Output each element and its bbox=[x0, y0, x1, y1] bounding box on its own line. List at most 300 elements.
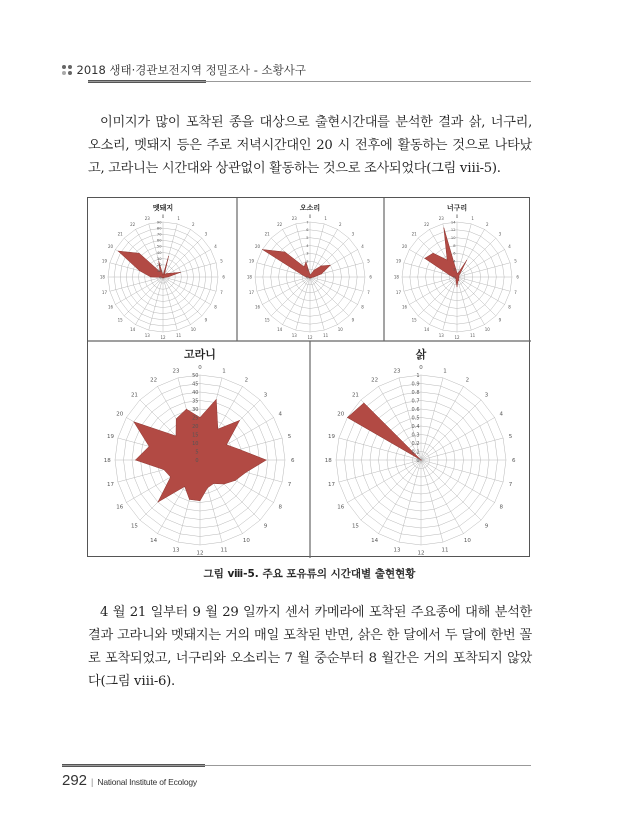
data-point bbox=[235, 480, 236, 481]
data-point bbox=[184, 486, 185, 487]
grid-spoke bbox=[418, 277, 457, 316]
axis-tick-label: 0 bbox=[416, 457, 420, 464]
hour-label: 6 bbox=[511, 457, 516, 464]
hour-label: 2 bbox=[339, 221, 342, 227]
hour-label: 1 bbox=[324, 215, 327, 221]
radar-chart-2 bbox=[394, 203, 519, 340]
data-point bbox=[421, 460, 422, 461]
hour-label: 0 bbox=[419, 365, 423, 372]
data-point bbox=[162, 277, 163, 278]
data-point bbox=[285, 252, 286, 253]
data-point bbox=[458, 280, 459, 281]
hour-label: 8 bbox=[214, 304, 217, 310]
header-rule bbox=[88, 81, 531, 82]
hour-label: 6 bbox=[290, 457, 295, 464]
data-point bbox=[310, 274, 311, 275]
data-point bbox=[449, 275, 450, 276]
radar-chart-3 bbox=[104, 347, 295, 557]
hour-label: 4 bbox=[278, 411, 283, 418]
grid-spoke bbox=[163, 277, 202, 316]
hour-label: 19 bbox=[395, 258, 402, 264]
hour-label: 21 bbox=[351, 392, 359, 399]
data-point bbox=[424, 258, 425, 259]
axis-tick-label: 1 bbox=[416, 372, 420, 379]
hour-label: 17 bbox=[327, 481, 335, 488]
hour-label: 18 bbox=[103, 457, 111, 464]
hour-label: 22 bbox=[424, 221, 430, 227]
data-point bbox=[168, 256, 169, 257]
hour-label: 21 bbox=[264, 231, 270, 237]
data-point bbox=[163, 278, 164, 279]
hour-label: 22 bbox=[371, 377, 379, 384]
grid-spoke bbox=[421, 418, 495, 461]
radar-chart-1 bbox=[247, 203, 372, 340]
hour-label: 9 bbox=[498, 317, 502, 323]
axis-tick-label: 10 bbox=[450, 235, 456, 240]
hour-label: 19 bbox=[327, 433, 335, 440]
data-point bbox=[304, 266, 305, 267]
hour-label: 12 bbox=[454, 335, 460, 340]
data-point bbox=[310, 278, 311, 279]
data-point bbox=[458, 273, 459, 274]
grid-spoke bbox=[347, 457, 421, 503]
data-point bbox=[135, 460, 136, 461]
grid-spoke bbox=[271, 277, 310, 316]
data-point bbox=[266, 460, 267, 461]
paragraph-2-text: 4 월 21 일부터 9 월 29 일까지 센서 카메라에 포착된 주요종에 대해 분석한 결과 고라니와 멧돼지는 거의 매일 포착된 반면, 삵은 한 달에서 두 달에 한번 꼴로 포착되었고, 너구리와 오소리는 7 월 중순부터 8 월간은 거의 포착되지 않았다(그림 ⅷ-6). bbox=[88, 605, 532, 689]
data-point bbox=[118, 251, 119, 252]
hour-label: 5 bbox=[220, 258, 223, 264]
axis-tick-label: 0 bbox=[159, 275, 162, 280]
hour-label: 6 bbox=[516, 274, 519, 280]
data-point bbox=[186, 409, 187, 410]
radar-charts-svg bbox=[88, 198, 531, 558]
hour-label: 18 bbox=[393, 274, 399, 280]
grid-spoke bbox=[457, 263, 510, 277]
data-point bbox=[168, 277, 169, 278]
hour-label: 14 bbox=[371, 538, 379, 545]
hour-label: 21 bbox=[130, 392, 138, 399]
hour-label: 8 bbox=[499, 504, 504, 511]
footer-separator: | bbox=[91, 777, 94, 787]
hour-label: 12 bbox=[417, 550, 425, 557]
axis-tick-label: 0.4 bbox=[411, 423, 420, 430]
hour-label: 18 bbox=[99, 274, 105, 280]
data-point bbox=[321, 274, 322, 275]
hour-label: 13 bbox=[291, 332, 297, 338]
axis-tick-label: 15 bbox=[192, 432, 199, 439]
hour-label: 0 bbox=[161, 213, 165, 219]
hour-label: 11 bbox=[441, 547, 449, 554]
hour-label: 3 bbox=[484, 392, 489, 399]
hour-label: 4 bbox=[508, 244, 511, 250]
hour-label: 17 bbox=[106, 481, 114, 488]
data-point bbox=[314, 277, 315, 278]
grid-spoke bbox=[421, 438, 503, 460]
data-point bbox=[459, 277, 460, 278]
hour-label: 20 bbox=[337, 411, 345, 418]
data-point bbox=[321, 266, 322, 267]
hour-label: 14 bbox=[277, 326, 283, 332]
axis-tick-label: 8 bbox=[453, 243, 456, 248]
hour-label: 17 bbox=[101, 290, 108, 296]
hour-label: 12 bbox=[160, 335, 166, 340]
hour-label: 1 bbox=[471, 215, 474, 221]
page-number: 292 bbox=[62, 772, 88, 789]
header-dots-icon bbox=[62, 65, 72, 75]
hour-label: 14 bbox=[424, 326, 430, 332]
hour-label: 18 bbox=[246, 274, 252, 280]
hour-label: 23 bbox=[144, 215, 150, 221]
hour-label: 12 bbox=[307, 335, 313, 340]
hour-label: 20 bbox=[116, 411, 124, 418]
hour-label: 10 bbox=[337, 326, 343, 332]
grid-spoke bbox=[399, 457, 421, 542]
axis-tick-label: 10 bbox=[156, 269, 162, 274]
hour-label: 21 bbox=[117, 231, 123, 237]
axis-tick-label: 70 bbox=[156, 232, 162, 237]
hour-label: 10 bbox=[463, 538, 471, 545]
axis-tick-label: 0 bbox=[195, 457, 199, 464]
hour-label: 7 bbox=[367, 290, 370, 296]
footer-organization: National Institute of Ecology bbox=[97, 777, 197, 787]
data-point bbox=[314, 270, 315, 271]
hour-label: 4 bbox=[499, 411, 504, 418]
hour-label: 4 bbox=[361, 244, 364, 250]
hour-label: 3 bbox=[351, 231, 355, 237]
grid-spoke bbox=[421, 378, 443, 460]
axis-tick-label: 3 bbox=[306, 251, 309, 256]
data-point bbox=[459, 274, 460, 275]
hour-label: 8 bbox=[278, 504, 283, 511]
axis-tick-label: 5 bbox=[195, 449, 199, 456]
axis-tick-label: 20 bbox=[156, 263, 162, 268]
grid-spoke bbox=[457, 277, 496, 316]
axis-tick-label: 0.2 bbox=[411, 440, 420, 447]
hour-label: 9 bbox=[263, 523, 268, 530]
data-point bbox=[239, 420, 240, 421]
grid-spoke bbox=[257, 277, 310, 291]
axis-tick-label: 4 bbox=[453, 259, 456, 264]
data-point bbox=[164, 274, 165, 275]
data-point bbox=[200, 417, 201, 418]
data-point bbox=[164, 277, 165, 278]
hour-label: 20 bbox=[107, 244, 114, 250]
data-point bbox=[262, 249, 263, 250]
hour-label: 20 bbox=[401, 244, 408, 250]
data-point bbox=[176, 418, 177, 419]
hour-label: 20 bbox=[254, 244, 261, 250]
hour-label: 5 bbox=[514, 258, 517, 264]
axis-tick-label: 45 bbox=[192, 381, 199, 388]
grid-spoke bbox=[457, 238, 496, 277]
chart-title: 멧돼지 bbox=[152, 204, 174, 212]
hour-label: 7 bbox=[508, 481, 513, 488]
chart-title: 오소리 bbox=[299, 204, 321, 212]
data-point bbox=[459, 280, 460, 281]
data-point bbox=[456, 280, 457, 281]
hour-label: 6 bbox=[222, 274, 225, 280]
hour-label: 2 bbox=[192, 221, 195, 227]
data-point bbox=[158, 502, 159, 503]
axis-tick-label: 0.7 bbox=[411, 398, 420, 405]
axis-tick-label: 0.1 bbox=[411, 449, 420, 456]
hour-label: 0 bbox=[198, 365, 202, 372]
data-point bbox=[163, 275, 164, 276]
grid-spoke bbox=[163, 238, 202, 277]
data-point bbox=[447, 260, 448, 261]
axis-tick-label: 0.8 bbox=[411, 389, 420, 396]
paragraph-2 bbox=[88, 601, 532, 693]
grid-spoke bbox=[404, 277, 457, 291]
data-point bbox=[458, 278, 459, 279]
hour-label: 0 bbox=[455, 213, 459, 219]
hour-label: 16 bbox=[337, 504, 345, 511]
hour-label: 1 bbox=[443, 368, 447, 375]
grid-spoke bbox=[310, 277, 349, 316]
axis-tick-label: 5 bbox=[306, 235, 309, 240]
data-point bbox=[239, 449, 240, 450]
data-point bbox=[302, 275, 303, 276]
data-point bbox=[311, 277, 312, 278]
data-point bbox=[459, 276, 460, 277]
hour-label: 10 bbox=[484, 326, 490, 332]
hour-label: 3 bbox=[204, 231, 208, 237]
axis-tick-label: 2 bbox=[453, 267, 456, 272]
hour-label: 9 bbox=[484, 523, 489, 530]
data-point bbox=[133, 421, 134, 422]
data-series-polygon bbox=[118, 251, 181, 278]
paragraph-1-text: 이미지가 많이 포착된 종을 대상으로 출현시간대를 분석한 결과 삵, 너구리, 오소리, 멧돼지 등은 주로 저녁시간대인 20 시 전후에 활동하는 것으로 나타났고, 고라니는 시간대와 상관없이 활동하는 것으로 조사되었다(그림 ⅷ-5). bbox=[88, 115, 532, 176]
running-header bbox=[62, 62, 306, 78]
grid-spoke bbox=[163, 277, 216, 291]
data-point bbox=[139, 253, 140, 254]
footer-rule bbox=[62, 765, 531, 766]
hour-label: 10 bbox=[190, 326, 196, 332]
hour-label: 22 bbox=[277, 221, 283, 227]
data-point bbox=[467, 260, 468, 261]
data-point bbox=[216, 399, 217, 400]
axis-tick-label: 80 bbox=[156, 226, 162, 231]
hour-label: 7 bbox=[514, 290, 517, 296]
grid-spoke bbox=[339, 457, 421, 482]
hour-label: 8 bbox=[508, 304, 511, 310]
axis-tick-label: 40 bbox=[192, 389, 199, 396]
grid-spoke bbox=[443, 277, 457, 330]
hour-label: 2 bbox=[486, 221, 489, 227]
axis-tick-label: 0.3 bbox=[411, 432, 420, 439]
hour-label: 16 bbox=[116, 504, 124, 511]
grid-spoke bbox=[421, 460, 464, 534]
data-point bbox=[150, 277, 151, 278]
hour-label: 7 bbox=[287, 481, 292, 488]
hour-label: 9 bbox=[351, 317, 355, 323]
hour-label: 0 bbox=[308, 213, 312, 219]
hour-label: 13 bbox=[438, 332, 444, 338]
hour-label: 21 bbox=[411, 231, 417, 237]
hour-label: 5 bbox=[287, 433, 292, 440]
grid-spoke bbox=[421, 460, 503, 482]
grid-spoke bbox=[163, 277, 177, 330]
axis-tick-label: 12 bbox=[450, 228, 456, 233]
data-point bbox=[224, 484, 225, 485]
grid-spoke bbox=[457, 277, 510, 291]
hour-label: 22 bbox=[130, 221, 136, 227]
data-point bbox=[246, 472, 247, 473]
hour-label: 2 bbox=[244, 377, 249, 384]
axis-tick-label: 40 bbox=[156, 250, 162, 255]
hour-label: 9 bbox=[204, 317, 208, 323]
data-point bbox=[169, 273, 170, 274]
footer bbox=[62, 772, 197, 789]
hour-label: 5 bbox=[508, 433, 513, 440]
grid-spoke bbox=[421, 386, 464, 460]
axis-tick-label: 7 bbox=[306, 220, 309, 225]
axis-tick-label: 4 bbox=[306, 243, 309, 248]
data-series-polygon bbox=[347, 403, 421, 460]
hour-label: 7 bbox=[220, 290, 223, 296]
hour-label: 3 bbox=[498, 231, 502, 237]
hour-label: 2 bbox=[465, 377, 470, 384]
axis-tick-label: 90 bbox=[156, 220, 162, 225]
data-point bbox=[200, 501, 201, 502]
axis-tick-label: 6 bbox=[453, 251, 456, 256]
hour-label: 19 bbox=[101, 258, 108, 264]
hour-label: 16 bbox=[401, 304, 408, 310]
data-point bbox=[189, 499, 190, 500]
axis-tick-label: 0 bbox=[453, 275, 456, 280]
hour-label: 19 bbox=[106, 433, 114, 440]
data-point bbox=[207, 488, 208, 489]
grid-spoke bbox=[149, 277, 163, 330]
hour-label: 16 bbox=[107, 304, 114, 310]
hour-label: 15 bbox=[130, 523, 138, 530]
axis-tick-label: 0.6 bbox=[411, 406, 420, 413]
data-point bbox=[347, 417, 348, 418]
hour-label: 15 bbox=[411, 317, 417, 323]
data-point bbox=[364, 403, 365, 404]
hour-label: 11 bbox=[470, 332, 476, 338]
chart-title: 삵 bbox=[415, 348, 427, 361]
hour-label: 15 bbox=[117, 317, 123, 323]
hour-label: 15 bbox=[264, 317, 270, 323]
grid-spoke bbox=[110, 277, 163, 291]
hour-label: 23 bbox=[172, 368, 180, 375]
grid-spoke bbox=[379, 457, 422, 534]
hour-label: 13 bbox=[144, 332, 150, 338]
hour-label: 4 bbox=[214, 244, 217, 250]
data-point bbox=[457, 287, 458, 288]
grid-spoke bbox=[296, 277, 310, 330]
hour-label: 6 bbox=[369, 274, 372, 280]
axis-tick-label: 0 bbox=[306, 275, 309, 280]
grid-spoke bbox=[310, 277, 324, 330]
hour-label: 13 bbox=[393, 547, 401, 554]
hour-label: 17 bbox=[395, 290, 402, 296]
axis-tick-label: 0.9 bbox=[411, 381, 420, 388]
axis-tick-label: 2 bbox=[306, 259, 309, 264]
data-point bbox=[457, 273, 458, 274]
data-point bbox=[218, 429, 219, 430]
hour-label: 14 bbox=[130, 326, 136, 332]
axis-tick-label: 10 bbox=[192, 440, 199, 447]
grid-spoke bbox=[421, 460, 443, 542]
axis-tick-label: 30 bbox=[156, 256, 162, 261]
axis-tick-label: 25 bbox=[192, 415, 199, 422]
hour-label: 14 bbox=[150, 538, 158, 545]
chart-title: 고라니 bbox=[184, 348, 216, 361]
data-point bbox=[162, 277, 163, 278]
data-point bbox=[226, 444, 227, 445]
data-point bbox=[213, 483, 214, 484]
axis-tick-label: 50 bbox=[156, 244, 162, 249]
grid-spoke bbox=[457, 224, 471, 277]
figure-radar-charts bbox=[87, 197, 530, 557]
chart-title: 너구리 bbox=[446, 204, 468, 212]
hour-label: 16 bbox=[254, 304, 261, 310]
data-point bbox=[166, 273, 167, 274]
hour-label: 23 bbox=[291, 215, 297, 221]
data-point bbox=[433, 253, 434, 254]
figure-caption: 그림 ⅷ-5. 주요 포유류의 시간대별 출현현황 bbox=[203, 568, 416, 580]
data-point bbox=[310, 274, 311, 275]
hour-label: 23 bbox=[393, 368, 401, 375]
grid-spoke bbox=[421, 460, 495, 503]
axis-tick-label: 35 bbox=[192, 398, 199, 405]
data-point bbox=[443, 227, 444, 228]
data-point bbox=[330, 265, 331, 266]
data-point bbox=[176, 436, 177, 437]
radar-chart-4 bbox=[325, 347, 516, 557]
data-point bbox=[309, 277, 310, 278]
hour-label: 22 bbox=[150, 377, 158, 384]
paragraph-1 bbox=[88, 111, 532, 180]
grid-spoke bbox=[124, 277, 163, 316]
axis-tick-label: 0.5 bbox=[411, 415, 420, 422]
hour-label: 13 bbox=[172, 547, 180, 554]
hour-label: 11 bbox=[176, 332, 182, 338]
hour-label: 11 bbox=[323, 332, 329, 338]
hour-label: 23 bbox=[438, 215, 444, 221]
hour-label: 1 bbox=[222, 368, 226, 375]
header-title: 2018 생태·경관보전지역 정밀조사 - 소황사구 bbox=[76, 63, 306, 77]
hour-label: 5 bbox=[367, 258, 370, 264]
hour-label: 8 bbox=[361, 304, 364, 310]
data-point bbox=[170, 477, 171, 478]
radar-chart-0 bbox=[100, 203, 225, 340]
axis-tick-label: 6 bbox=[306, 228, 309, 233]
hour-label: 12 bbox=[196, 550, 204, 557]
axis-tick-label: 30 bbox=[192, 406, 199, 413]
hour-label: 17 bbox=[248, 290, 255, 296]
hour-label: 3 bbox=[263, 392, 268, 399]
axis-tick-label: 14 bbox=[450, 220, 456, 225]
axis-tick-label: 60 bbox=[156, 238, 162, 243]
hour-label: 11 bbox=[220, 547, 228, 554]
hour-label: 10 bbox=[242, 538, 250, 545]
grid-spoke bbox=[310, 277, 363, 291]
data-point bbox=[149, 446, 150, 447]
axis-tick-label: 50 bbox=[192, 372, 199, 379]
data-point bbox=[180, 272, 181, 273]
hour-label: 18 bbox=[324, 457, 332, 464]
data-point bbox=[139, 270, 140, 271]
hour-label: 15 bbox=[351, 523, 359, 530]
hour-label: 1 bbox=[177, 215, 180, 221]
data-point bbox=[164, 469, 165, 470]
grid-spoke bbox=[457, 277, 471, 330]
axis-tick-label: 1 bbox=[306, 267, 309, 272]
